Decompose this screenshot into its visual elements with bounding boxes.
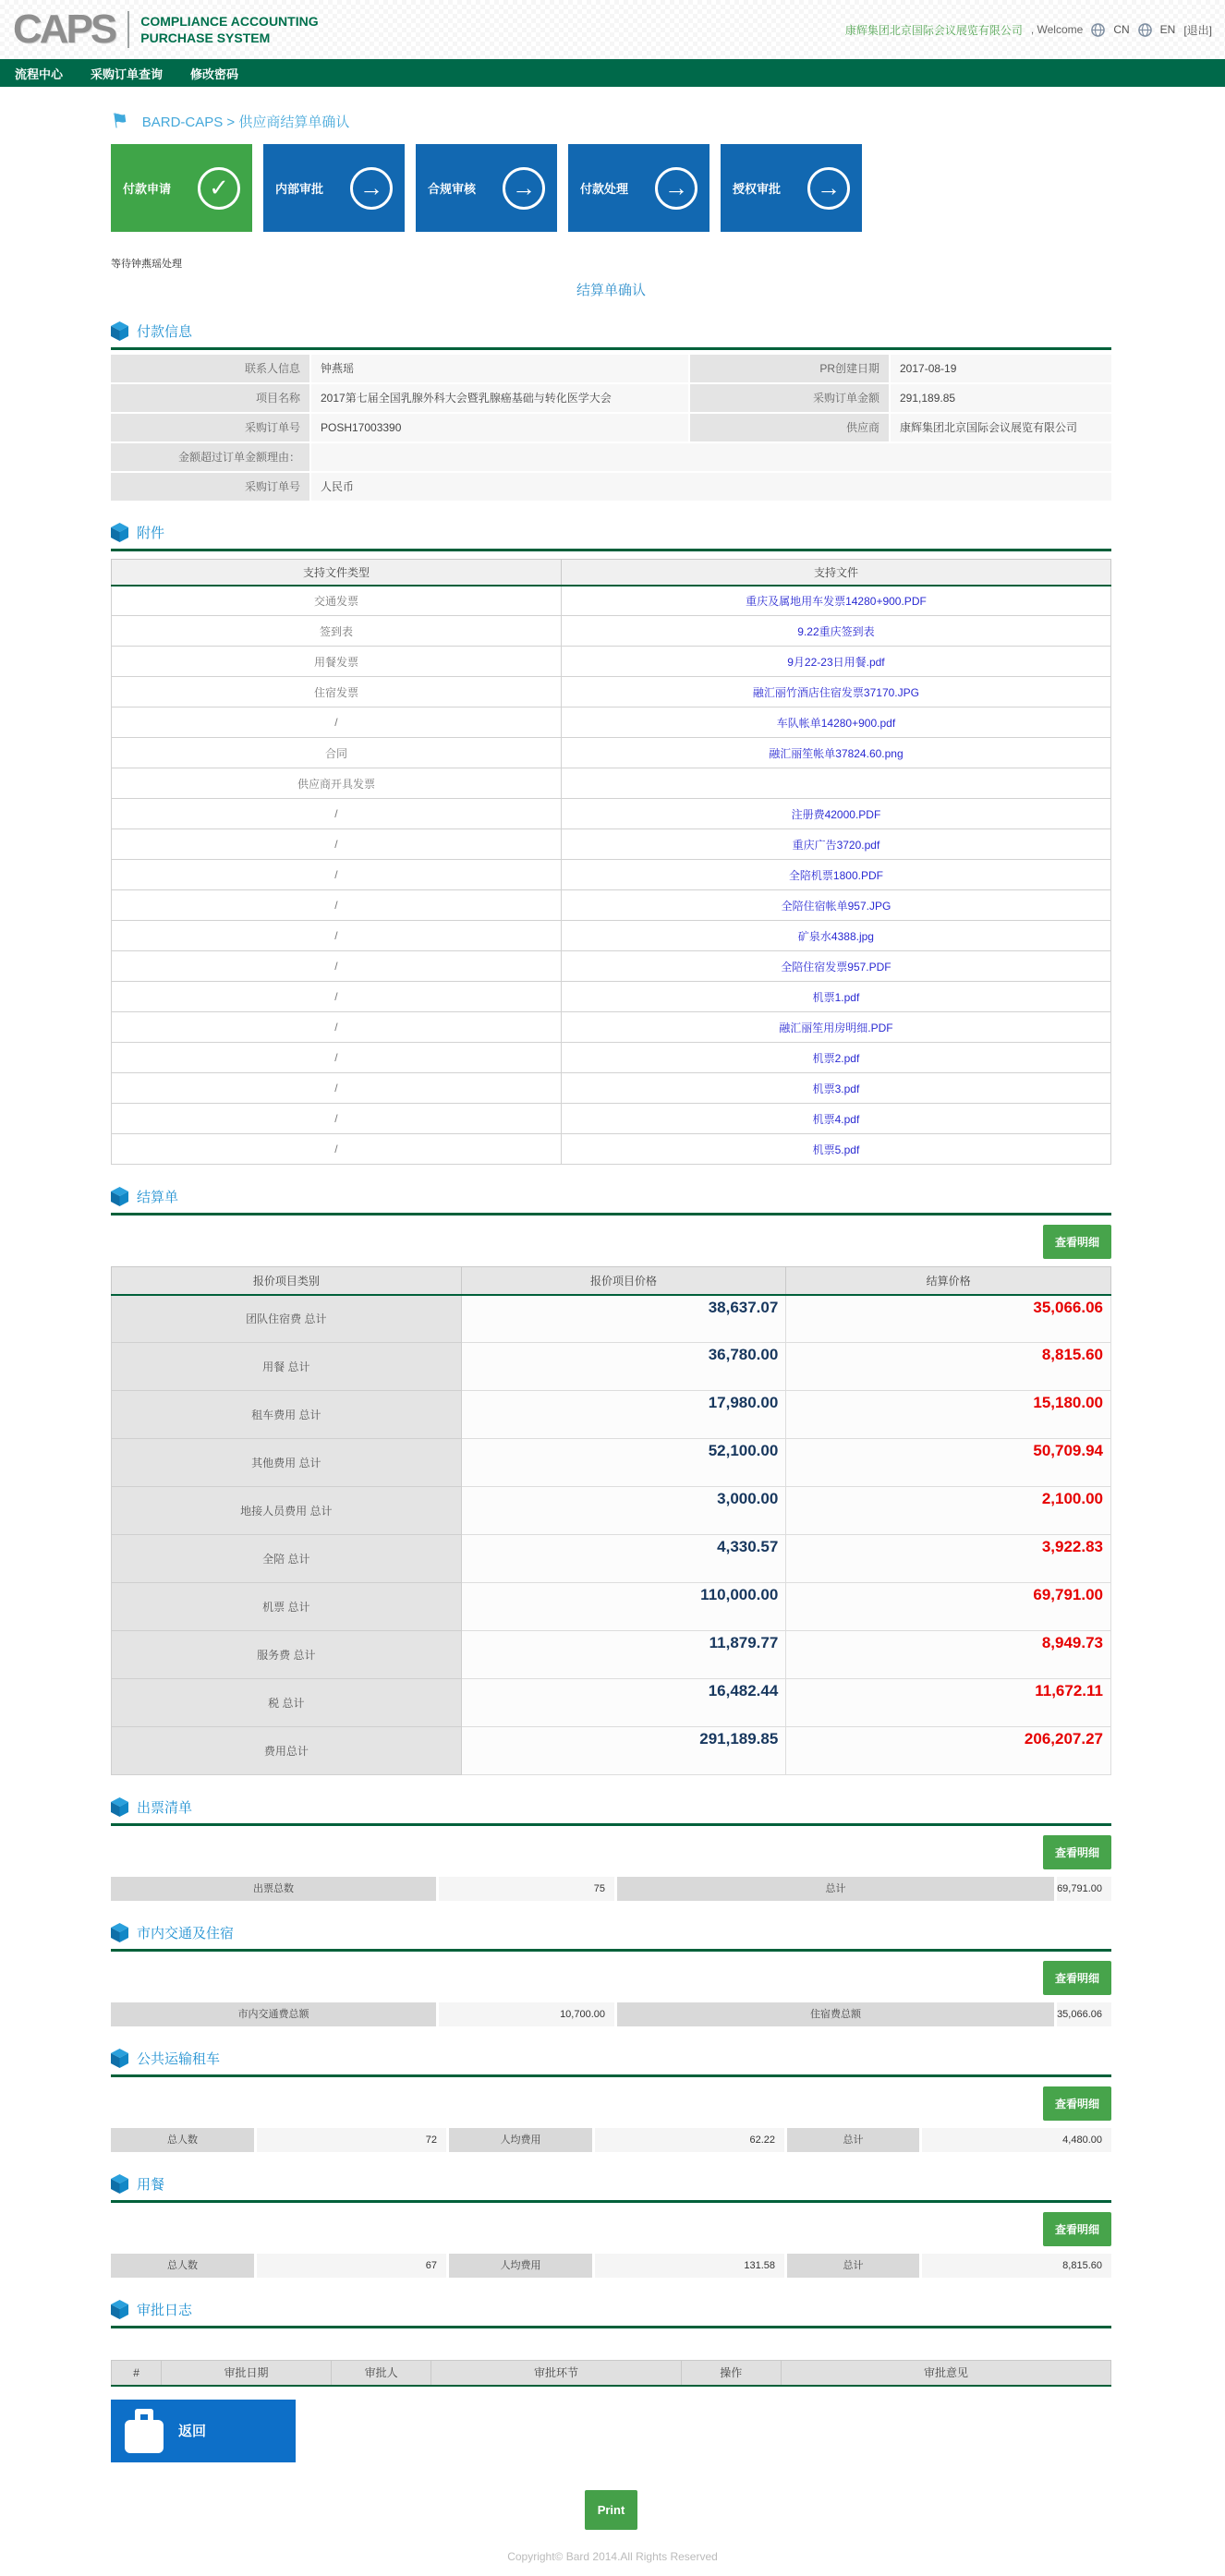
attachment-type: / — [112, 1012, 562, 1043]
section-attachments — [111, 523, 1111, 551]
back-button-label: 返回 — [178, 2424, 207, 2439]
summary-label: 人均费用 — [449, 2128, 592, 2152]
cube-icon — [111, 1923, 128, 1942]
table-row — [112, 616, 1111, 647]
cost-category: 其他费用 总计 — [112, 1439, 462, 1487]
table-row — [112, 1295, 1111, 1343]
table-header-row — [112, 1267, 1111, 1295]
public-transport-summary-row — [111, 2128, 1111, 2152]
attachment-file-link[interactable]: 全陪机票1800.PDF — [788, 868, 883, 882]
step-state-icon: ✓ — [198, 167, 240, 210]
table-row — [112, 586, 1111, 616]
attachment-type: 合同 — [112, 738, 562, 768]
cost-category: 机票 总计 — [112, 1583, 462, 1631]
attachment-file-cell — [561, 1134, 1110, 1165]
attachment-file-link[interactable]: 矿泉水4388.jpg — [797, 929, 874, 943]
table-row — [112, 1391, 1111, 1439]
table-row — [112, 677, 1111, 707]
attachment-type: / — [112, 1073, 562, 1104]
column-header: 支持文件类型 — [112, 560, 562, 586]
field-label: 联系人信息 — [111, 355, 309, 382]
column-header: 结算价格 — [786, 1267, 1111, 1295]
attachment-file-cell — [561, 921, 1110, 951]
attachment-file-link[interactable]: 全陪住宿发票957.PDF — [781, 960, 891, 974]
summary-value: 35,066.06 — [1057, 2002, 1111, 2026]
page-content — [109, 107, 1111, 2530]
table-row — [112, 982, 1111, 1012]
field-label: PR创建日期 — [690, 355, 889, 382]
pending-handler-status: 等待钟燕瑶处理 — [111, 259, 182, 270]
attachment-file-link[interactable]: 9月22-23日用餐.pdf — [787, 655, 885, 669]
section-title: 市内交通及住宿 — [137, 1926, 235, 1941]
table-row — [112, 799, 1111, 829]
summary-label: 总人数 — [111, 2254, 254, 2278]
field-label: 金额超过订单金额理由： — [111, 443, 309, 471]
table-row — [112, 860, 1111, 890]
view-detail-button-public-transport[interactable]: 查看明细 — [1043, 2086, 1111, 2121]
breadcrumb-text: BARD-CAPS > 供应商结算单确认 — [141, 114, 350, 130]
attachment-file-cell — [561, 1073, 1110, 1104]
quote-price: 3,000.00 — [461, 1487, 786, 1535]
field-value: 2017-08-19 — [891, 355, 1111, 382]
section-meals — [111, 2174, 1111, 2203]
attachment-file-cell — [561, 951, 1110, 982]
column-header: 报价项目价格 — [461, 1267, 786, 1295]
attachment-type: 交通发票 — [112, 586, 562, 616]
logout-link[interactable]: [退出] — [1183, 23, 1212, 37]
attachment-file-link[interactable]: 融汇丽笙帐单37824.60.png — [769, 746, 904, 760]
summary-value: 72 — [257, 2128, 446, 2152]
step-state-icon: → — [807, 167, 850, 210]
step-label: 合规审核 — [428, 182, 477, 196]
summary-value: 8,815.60 — [922, 2254, 1111, 2278]
cube-icon — [111, 523, 128, 542]
attachment-file-cell — [561, 677, 1110, 707]
column-header: 审批人 — [332, 2361, 431, 2386]
attachment-type: / — [112, 799, 562, 829]
cost-category: 全陪 总计 — [112, 1535, 462, 1583]
attachment-type: 签到表 — [112, 616, 562, 647]
attachment-type: / — [112, 951, 562, 982]
attachment-type: / — [112, 890, 562, 921]
table-row — [111, 414, 1111, 441]
table-row — [112, 738, 1111, 768]
quote-price: 16,482.44 — [461, 1679, 786, 1727]
table-row — [112, 1631, 1111, 1679]
attachment-type: / — [112, 1043, 562, 1073]
column-header: 审批环节 — [431, 2361, 682, 2386]
summary-label: 人均费用 — [449, 2254, 592, 2278]
cost-category: 服务费 总计 — [112, 1631, 462, 1679]
column-header: 报价项目类别 — [112, 1267, 462, 1295]
attachment-file-link[interactable]: 重庆及属地用车发票14280+900.PDF — [746, 594, 927, 608]
step-label: 内部审批 — [275, 182, 324, 196]
attachment-file-cell — [561, 616, 1110, 647]
settlement-price: 69,791.00 — [786, 1583, 1111, 1631]
attachment-file-cell — [561, 860, 1110, 890]
cost-category: 团队住宿费 总计 — [112, 1295, 462, 1343]
breadcrumb — [109, 107, 1111, 134]
attachment-file-link[interactable]: 机票5.pdf — [812, 1143, 860, 1156]
section-ticket-list — [111, 1797, 1111, 1826]
section-approval-log — [111, 2300, 1111, 2328]
attachment-file-cell — [561, 768, 1110, 799]
table-row — [112, 1535, 1111, 1583]
workflow-step — [111, 144, 252, 232]
attachment-type: 用餐发票 — [112, 647, 562, 677]
quote-price: 17,980.00 — [461, 1391, 786, 1439]
quote-price: 4,330.57 — [461, 1535, 786, 1583]
tagline-line2: PURCHASE SYSTEM — [140, 30, 271, 45]
settlement-price: 3,922.83 — [786, 1535, 1111, 1583]
summary-label: 出票总数 — [111, 1877, 436, 1901]
briefcase-icon — [125, 2409, 164, 2453]
quote-price: 110,000.00 — [461, 1583, 786, 1631]
table-row — [112, 1043, 1111, 1073]
step-label: 付款处理 — [580, 182, 629, 196]
header-user-area — [845, 22, 1212, 38]
table-row — [112, 768, 1111, 799]
globe-cn-icon — [1091, 23, 1105, 37]
column-header: # — [112, 2361, 162, 2386]
section-title: 附件 — [137, 526, 165, 541]
caps-logo: CAPS — [13, 6, 115, 52]
welcome-text: , Welcome — [1030, 23, 1084, 36]
field-value: 人民币 — [311, 473, 1111, 501]
settlement-table — [111, 1266, 1111, 1775]
section-public-transport — [111, 2049, 1111, 2077]
table-row — [112, 1679, 1111, 1727]
attachment-file-cell — [561, 1043, 1110, 1073]
section-title: 用餐 — [137, 2177, 165, 2193]
settlement-price: 8,815.60 — [786, 1343, 1111, 1391]
summary-label: 住宿费总额 — [617, 2002, 1054, 2026]
flag-icon: ⚑ — [109, 107, 131, 134]
section-title: 公共运输租车 — [137, 2051, 221, 2067]
view-detail-button-settlement[interactable]: 查看明细 — [1043, 1225, 1111, 1259]
attachment-file-link[interactable]: 机票3.pdf — [812, 1082, 860, 1095]
attachment-file-link[interactable]: 融汇丽竹酒店住宿发票37170.JPG — [752, 685, 919, 699]
table-row — [112, 1104, 1111, 1134]
field-label: 项目名称 — [111, 384, 309, 412]
table-row — [112, 1439, 1111, 1487]
payment-info-table — [111, 355, 1111, 501]
app-tagline — [140, 13, 318, 46]
cube-icon — [111, 2300, 128, 2319]
field-value: 康辉集团北京国际会议展览有限公司 — [891, 414, 1111, 441]
attachment-type: / — [112, 1134, 562, 1165]
section-title: 付款信息 — [137, 324, 193, 340]
column-header: 审批意见 — [781, 2361, 1110, 2386]
nav-item[interactable]: 修改密码 — [190, 67, 239, 81]
table-row — [112, 829, 1111, 860]
step-label: 授权审批 — [733, 182, 782, 196]
view-detail-button-meals[interactable]: 查看明细 — [1043, 2212, 1111, 2246]
column-header: 操作 — [681, 2361, 781, 2386]
cube-icon — [111, 2049, 128, 2068]
attachment-file-link[interactable]: 机票2.pdf — [812, 1051, 860, 1065]
attachment-file-link[interactable]: 重庆广告3720.pdf — [792, 838, 880, 852]
quote-price: 11,879.77 — [461, 1631, 786, 1679]
workflow-step — [263, 144, 405, 232]
quote-price: 36,780.00 — [461, 1343, 786, 1391]
view-detail-button-city-transport[interactable]: 查看明细 — [1043, 1961, 1111, 1995]
section-title: 结算单 — [137, 1190, 179, 1205]
attachment-file-cell — [561, 586, 1110, 616]
cost-category: 租车费用 总计 — [112, 1391, 462, 1439]
ticket-summary-row — [111, 1877, 1111, 1901]
attachment-file-link[interactable]: 注册费42000.PDF — [791, 807, 881, 821]
attachment-file-cell — [561, 1104, 1110, 1134]
attachments-table — [111, 559, 1111, 1165]
table-row — [112, 890, 1111, 921]
table-row — [112, 1343, 1111, 1391]
view-detail-button-tickets[interactable]: 查看明细 — [1043, 1835, 1111, 1869]
main-nav — [0, 59, 1225, 87]
attachment-file-cell — [561, 799, 1110, 829]
company-name: 康辉集团北京国际会议展览有限公司 — [844, 23, 1023, 37]
workflow-steps — [111, 144, 1111, 232]
summary-value: 4,480.00 — [922, 2128, 1111, 2152]
table-row — [112, 1583, 1111, 1631]
table-row — [112, 1012, 1111, 1043]
attachment-type: / — [112, 921, 562, 951]
settlement-price: 2,100.00 — [786, 1487, 1111, 1535]
settlement-price: 35,066.06 — [786, 1295, 1111, 1343]
attachment-type: / — [112, 707, 562, 738]
settlement-price: 50,709.94 — [786, 1439, 1111, 1487]
summary-value: 69,791.00 — [1057, 1877, 1111, 1901]
tagline-line1: COMPLIANCE ACCOUNTING — [140, 13, 319, 29]
attachment-file-link[interactable]: 机票4.pdf — [812, 1112, 860, 1126]
column-header: 支持文件 — [561, 560, 1110, 586]
field-label: 采购订单号 — [111, 473, 309, 501]
attachment-file-link[interactable]: 全陪住宿帐单957.JPG — [781, 899, 891, 913]
cost-category: 费用总计 — [112, 1727, 462, 1775]
settlement-price: 8,949.73 — [786, 1631, 1111, 1679]
summary-value: 131.58 — [595, 2254, 784, 2278]
workflow-step — [416, 144, 557, 232]
summary-label: 总人数 — [111, 2128, 254, 2152]
attachment-file-cell — [561, 738, 1110, 768]
summary-label: 总计 — [787, 2128, 919, 2152]
table-row — [111, 473, 1111, 501]
nav-item[interactable]: 流程中心 — [15, 67, 64, 81]
cube-icon — [111, 1797, 128, 1817]
field-value — [311, 443, 1111, 471]
table-row — [112, 1727, 1111, 1775]
attachment-file-cell — [561, 707, 1110, 738]
lang-cn-button[interactable]: CN — [1113, 23, 1130, 36]
field-label: 供应商 — [690, 414, 889, 441]
print-button[interactable]: Print — [585, 2490, 638, 2530]
summary-value: 62.22 — [595, 2128, 784, 2152]
section-title: 出票清单 — [137, 1800, 193, 1816]
attachment-file-link[interactable]: 车队帐单14280+900.pdf — [776, 716, 896, 730]
step-state-icon: → — [503, 167, 545, 210]
column-header: 审批日期 — [162, 2361, 332, 2386]
summary-label: 总计 — [617, 1877, 1054, 1901]
cost-category: 税 总计 — [112, 1679, 462, 1727]
workflow-step — [568, 144, 710, 232]
page-title: 结算单确认 — [576, 283, 646, 298]
summary-value: 75 — [439, 1877, 614, 1901]
field-value: 2017第七届全国乳腺外科大会暨乳腺癌基础与转化医学大会 — [311, 384, 688, 412]
summary-value: 10,700.00 — [439, 2002, 614, 2026]
meals-summary-row — [111, 2254, 1111, 2278]
section-settlement — [111, 1187, 1111, 1215]
attachment-file-cell — [561, 890, 1110, 921]
logo-divider — [127, 11, 129, 48]
copyright-text: Copyright© Bard 2014.All Rights Reserved — [507, 2549, 718, 2563]
attachment-file-cell — [561, 829, 1110, 860]
nav-item[interactable]: 采购订单查询 — [91, 67, 164, 81]
summary-label: 市内交通费总额 — [111, 2002, 436, 2026]
table-row — [111, 443, 1111, 471]
step-label: 付款申请 — [123, 182, 172, 196]
attachment-type: 供应商开具发票 — [112, 768, 562, 799]
attachment-file-link[interactable]: 9.22重庆签到表 — [797, 624, 875, 638]
cost-category: 用餐 总计 — [112, 1343, 462, 1391]
section-city-transport — [111, 1923, 1111, 1952]
attachment-type: 住宿发票 — [112, 677, 562, 707]
section-payment-info — [111, 321, 1111, 350]
table-header-row — [112, 2361, 1111, 2386]
cube-icon — [111, 321, 128, 341]
attachment-file-link[interactable]: 融汇丽笙用房明细.PDF — [779, 1021, 893, 1034]
table-row — [111, 384, 1111, 412]
section-title: 审批日志 — [137, 2303, 193, 2318]
city-transport-summary-row — [111, 2002, 1111, 2026]
field-value: POSH17003390 — [311, 414, 688, 441]
cost-category: 地接人员费用 总计 — [112, 1487, 462, 1535]
workflow-step — [721, 144, 862, 232]
globe-en-icon — [1138, 23, 1152, 37]
field-value: 钟燕瑶 — [311, 355, 688, 382]
table-row — [112, 951, 1111, 982]
summary-label: 总计 — [787, 2254, 919, 2278]
table-row — [112, 647, 1111, 677]
step-state-icon: → — [350, 167, 393, 210]
table-row — [112, 1487, 1111, 1535]
attachment-type: / — [112, 829, 562, 860]
field-label: 采购订单金额 — [690, 384, 889, 412]
quote-price: 291,189.85 — [461, 1727, 786, 1775]
cube-icon — [111, 2174, 128, 2194]
attachment-type: / — [112, 860, 562, 890]
attachment-file-cell — [561, 982, 1110, 1012]
settlement-price: 11,672.11 — [786, 1679, 1111, 1727]
quote-price: 38,637.07 — [461, 1295, 786, 1343]
table-row — [112, 707, 1111, 738]
attachment-type: / — [112, 1104, 562, 1134]
table-row — [112, 1073, 1111, 1104]
settlement-price: 15,180.00 — [786, 1391, 1111, 1439]
cube-icon — [111, 1187, 128, 1206]
attachment-file-cell — [561, 1012, 1110, 1043]
table-row — [112, 1134, 1111, 1165]
table-row — [112, 921, 1111, 951]
table-row — [111, 355, 1111, 382]
field-value: 291,189.85 — [891, 384, 1111, 412]
attachment-file-cell — [561, 647, 1110, 677]
attachment-type: / — [112, 982, 562, 1012]
summary-value: 67 — [257, 2254, 446, 2278]
back-button[interactable] — [111, 2400, 296, 2462]
settlement-price: 206,207.27 — [786, 1727, 1111, 1775]
field-label: 采购订单号 — [111, 414, 309, 441]
attachment-file-link[interactable]: 机票1.pdf — [812, 990, 860, 1004]
lang-en-button[interactable]: EN — [1159, 23, 1176, 36]
app-header — [0, 0, 1225, 59]
approval-log-table — [111, 2360, 1111, 2387]
step-state-icon: → — [655, 167, 697, 210]
table-header-row — [112, 560, 1111, 586]
quote-price: 52,100.00 — [461, 1439, 786, 1487]
